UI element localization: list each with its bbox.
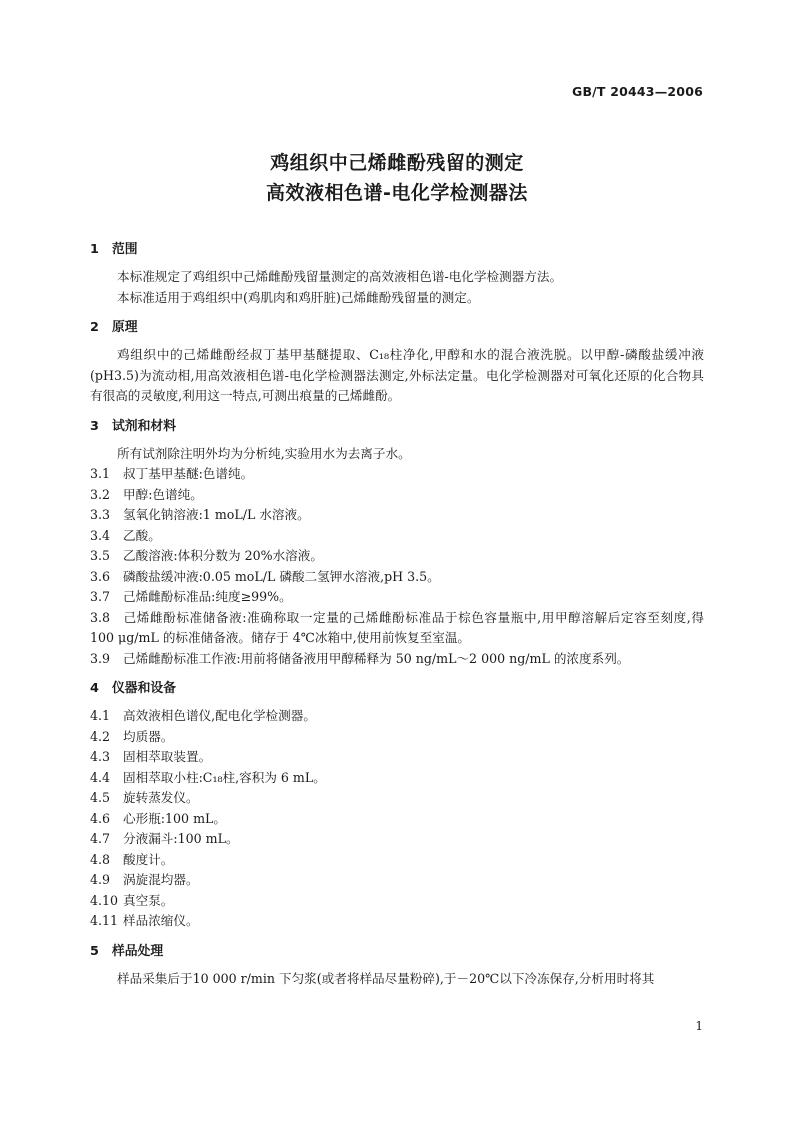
list-item: 4.8 酸度计。 [90,851,174,867]
paragraph: 本标准适用于鸡组织中(鸡肌肉和鸡肝脏)己烯雌酚残留量的测定。 [117,289,480,305]
list-item: 4.10 真空泵。 [90,892,174,908]
section-heading-sample-prep [90,942,704,962]
section-number: 1 [90,242,99,257]
list-item: 4.5 旋转蒸发仪。 [90,790,199,805]
list-item: 3.8 己烯雌酚标准储备液:准确称取一定量的己烯雌酚标准品于棕色容量瓶中,用甲醇溶解后定容至刻度,得 100 μg/mL 的标准储备液。储存于 4℃冰箱中,使用前恢复至室温。 [90,609,704,645]
section-title: 原理 [112,320,138,335]
list-item: 4.2 均质器。 [90,728,174,744]
paragraph: 鸡组织中的己烯雌酚经叔丁基甲基醚提取、C₁₈柱净化,甲醇和水的混合液洗脱。以甲醇-磷酸盐缓冲液(pH3.5)为流动相,用高效液相色谱-电化学检测器法测定,外标法定量。电化学检测器对可氧化还原的化合物具有很高的灵敏度,利用这一特点,可测出痕量的己烯雌酚。 [90,347,704,403]
list-item: 3.2 甲醇:色谱纯。 [90,486,203,502]
section-number: 2 [90,320,99,335]
paragraph: 本标准规定了鸡组织中己烯雌酚残留量测定的高效液相色谱-电化学检测器方法。 [117,269,563,284]
document-title-line2: 高效液相色谱-电化学检测器法 [266,182,528,204]
list-item: 3.7 己烯雌酚标准品:纯度≥99%。 [90,589,292,604]
section-number: 5 [90,943,99,959]
list-item: 4.4 固相萃取小柱:C₁₈柱,容积为 6 mL。 [90,769,326,785]
paragraph: 所有试剂除注明外均为分析纯,实验用水为去离子水。 [117,445,411,461]
section-title: 仪器和设备 [112,681,176,696]
section-heading-apparatus [90,679,704,699]
list-item: 3.9 己烯雌酚标准工作液:用前将储备液用甲醇稀释为 50 ng/mL～2 000 ng/mL 的浓度系列。 [90,650,630,666]
list-item: 3.6 磷酸盐缓冲液:0.05 moL/L 磷酸二氢钾水溶液,pH 3.5。 [90,568,440,584]
section-heading-principle [90,318,704,338]
list-item: 4.3 固相萃取装置。 [90,749,212,764]
list-item: 4.6 心形瓶:100 mL。 [90,810,226,826]
list-item: 4.11 样品浓缩仪。 [90,913,199,928]
list-item: 4.7 分液漏斗:100 mL。 [90,831,239,846]
list-item: 3.5 乙酸溶液:体积分数为 20%水溶液。 [90,548,323,563]
section-number: 4 [90,681,99,696]
list-item: 4.1 高效液相色谱仪,配电化学检测器。 [90,708,316,723]
section-title: 试剂和材料 [112,418,176,434]
standard-code: GB/T 20443—2006 [571,84,703,99]
document-body [90,240,704,989]
section-title: 样品处理 [112,943,164,959]
section-title: 范围 [112,242,138,257]
list-item: 3.4 乙酸。 [90,527,161,543]
section-number: 3 [90,418,99,434]
list-item: 3.1 叔丁基甲基醚:色谱纯。 [90,466,254,481]
list-item: 4.9 涡旋混均器。 [90,872,199,887]
paragraph: 样品采集后于10 000 r/min 下匀浆(或者将样品尽量粉碎),于－20℃以下冷冻保存,分析用时将其 [117,970,655,986]
page-number: 1 [695,1019,703,1033]
section-heading-scope [90,240,704,260]
list-item: 3.3 氢氧化钠溶液:1 moL/L 水溶液。 [90,507,310,522]
section-heading-reagents [90,417,704,437]
document-title-line1: 鸡组织中己烯雌酚残留的测定 [270,152,524,174]
